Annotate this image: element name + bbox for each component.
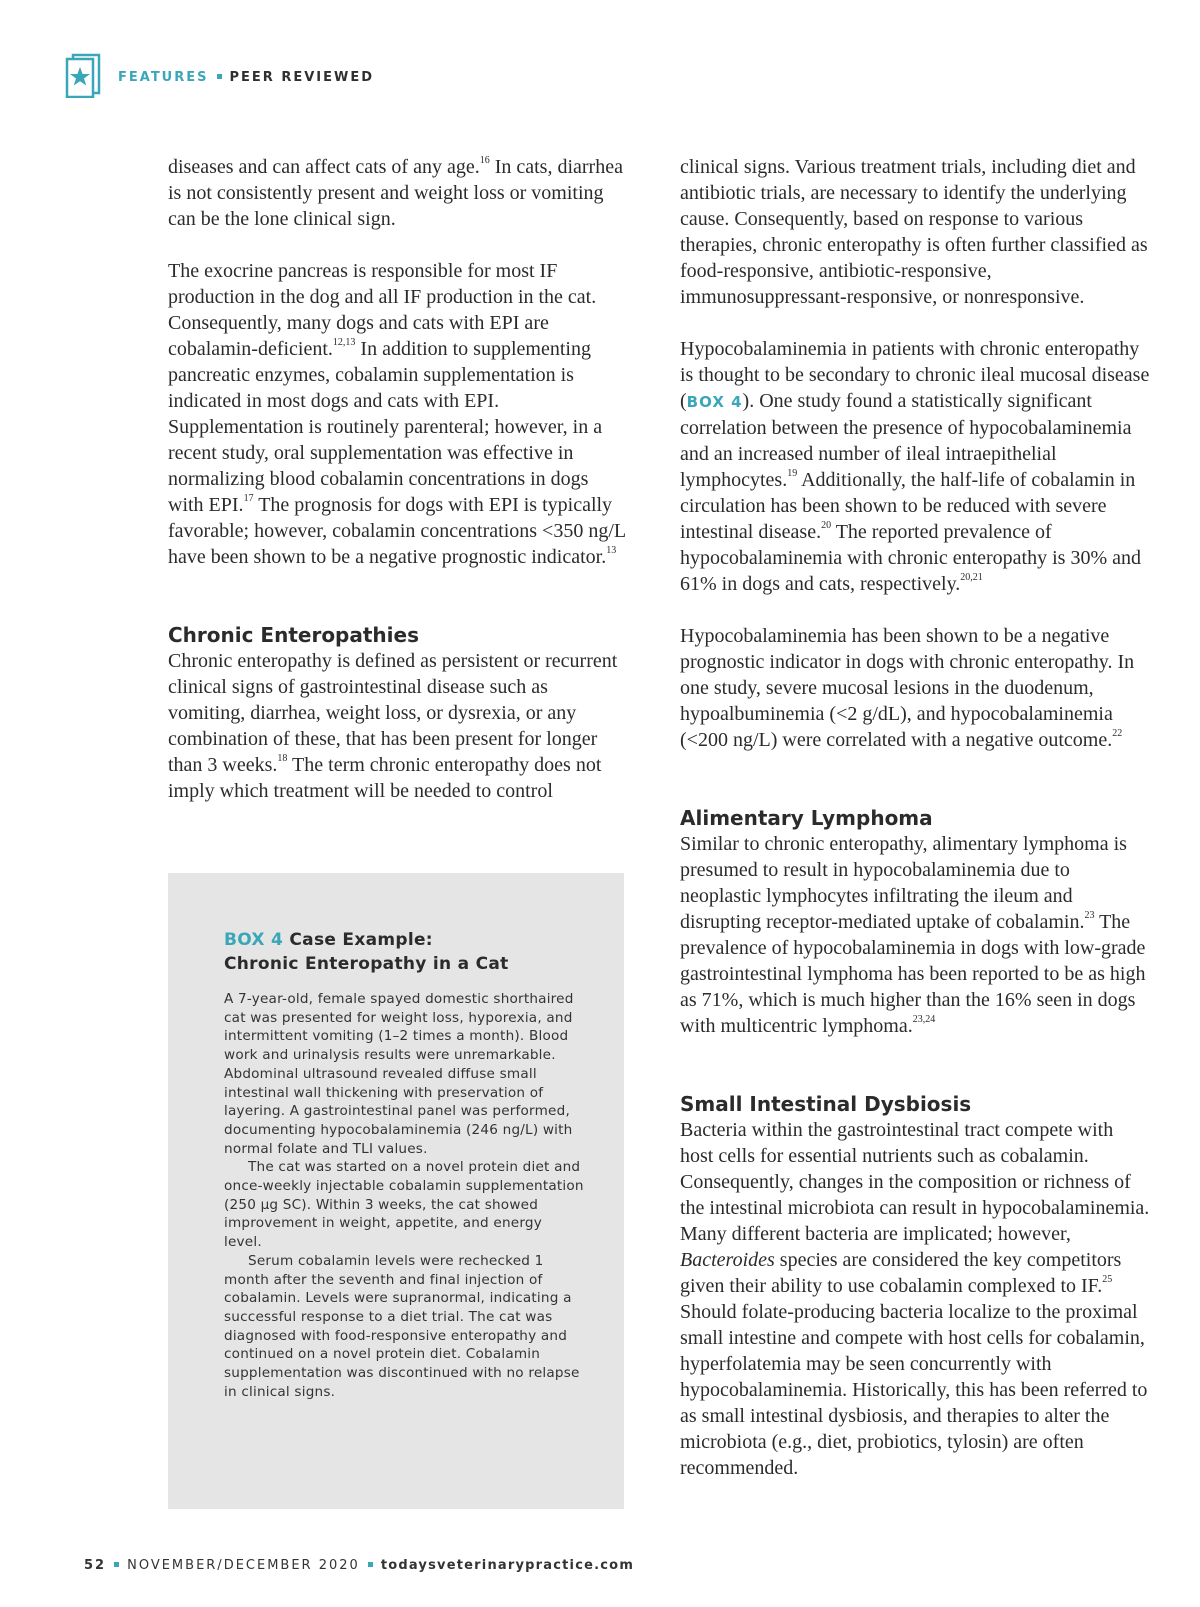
subsection-label: PEER REVIEWED <box>229 69 375 85</box>
text-run: In cats, diarrhea is not consistently present and weight loss or vomiting can be the lone clinical sign. <box>168 156 623 230</box>
paragraph <box>168 258 628 570</box>
text-run: Chronic enteropathy is defined as persistent or recurrent clinical signs of gastrointestinal disease such as vomiting, diarrhea, weight loss, or dysrexia, or any combination of these, that has been present for longer than 3 weeks. <box>168 650 618 776</box>
text-run: Hypocobalaminemia in patients with chronic enteropathy is thought to be secondary to chronic ileal mucosal disease ( <box>680 338 1150 412</box>
website-link[interactable]: todaysveterinarypractice.com <box>380 1558 635 1573</box>
text-run: Should folate-producing bacteria localize to the proximal small intestine and compete with host cells for cobalamin, hyperfolatemia may be seen concurrently with hypocobalaminemia. Historically, this has been referred to as small intestinal dysbiosis, and therapies to alter the microbiota (e.g., diet, probiotics, tylosin) are often recommended. <box>680 1301 1148 1479</box>
text-run: Similar to chronic enteropathy, alimentary lymphoma is presumed to result in hypocobalaminemia due to neoplastic lymphocytes infiltrating the ileum and disrupting receptor-mediated uptake of cobalamin. <box>680 833 1127 933</box>
text-run: Hypocobalaminemia has been shown to be a negative prognostic indicator in dogs with chronic enteropathy. In one study, severe mucosal lesions in the duodenum, hypoalbuminemia (<2 g/dL), and hypocobalaminemia (<200 ng/L) were correlated with a negative outcome. <box>680 625 1135 751</box>
text-run: The prevalence of hypocobalaminemia in dogs with low-grade gastrointestinal lymphoma has been reported to be as high as 71%, which is much higher than the 16% seen in dogs with multicentric lymphoma. <box>680 911 1146 1037</box>
citation-superscript: 23 <box>1084 910 1095 922</box>
right-column <box>680 154 1150 1481</box>
citation-superscript: 13 <box>606 545 617 557</box>
section-heading: Small Intestinal Dysbiosis <box>680 1092 972 1116</box>
paragraph <box>680 154 1150 310</box>
box-title <box>224 928 604 976</box>
text-run: In addition to supplementing pancreatic enzymes, cobalamin supplementation is indicated in most dogs and cats with EPI. Supplementation is routinely parenteral; however, in a recent study, oral supplementation was effective in normalizing blood cobalamin concentrations in dogs with EPI. <box>168 338 603 516</box>
separator-square <box>217 74 222 79</box>
citation-superscript: 22 <box>1112 728 1123 740</box>
italic-term: Bacteroides <box>680 1249 775 1271</box>
box-reference: BOX 4 <box>686 393 743 411</box>
separator-square <box>368 1562 373 1567</box>
paragraph <box>168 648 628 804</box>
box-title-text: Case Example: <box>283 930 433 950</box>
citation-superscript: 16 <box>479 155 490 167</box>
paragraph <box>680 1117 1150 1481</box>
box-paragraph: Serum cobalamin levels were rechecked 1 month after the seventh and final injection of cobalamin. Levels were supranormal, indicating a successful response to a diet trial. The cat was diagnosed with food-responsive enteropathy and continued on a novel protein diet. Cobalamin supplementation was discontinued with no relapse in clinical signs. <box>224 1252 580 1400</box>
citation-superscript: 19 <box>787 468 798 480</box>
text-run: The exocrine pancreas is responsible for most IF production in the dog and all IF production in the cat. Consequently, many dogs and cats with EPI are cobalamin-deficient. <box>168 260 597 360</box>
text-run: diseases and can affect cats of any age. <box>168 156 480 178</box>
paragraph <box>168 154 628 232</box>
page-number: 52 <box>84 1558 107 1573</box>
issue-date: NOVEMBER/DECEMBER 2020 <box>127 1558 360 1573</box>
citation-superscript: 18 <box>277 753 288 765</box>
text-run: Additionally, the half-life of cobalamin in circulation has been shown to be reduced with severe intestinal disease. <box>680 469 1136 543</box>
text-run: clinical signs. Various treatment trials, including diet and antibiotic trials, are necessary to identify the underlying cause. Consequently, based on response to various therapies, chronic enteropathy is often further classified as food-responsive, antibiotic-responsive, immunosuppressant-responsive, or nonresponsive. <box>680 156 1148 308</box>
section-heading: Alimentary Lymphoma <box>680 806 933 830</box>
book-star-icon <box>64 52 104 98</box>
box-paragraph: A 7-year-old, female spayed domestic shorthaired cat was presented for weight loss, hyporexia, and intermittent vomiting (1–2 times a month). Blood work and urinalysis results were unremarkable. Abdominal ultrasound revealed diffuse small intestinal wall thickening with preservation of layering. A gastrointestinal panel was performed, documenting hypocobalaminemia (246 ng/L) with normal folate and TLI values. <box>224 991 574 1157</box>
section-label: FEATURES <box>118 69 209 85</box>
paragraph <box>680 336 1150 597</box>
citation-superscript: 23,24 <box>912 1014 936 1026</box>
citation-superscript: 20 <box>821 520 832 532</box>
separator-square <box>114 1562 119 1567</box>
citation-superscript: 12,13 <box>332 337 356 349</box>
sidebar-box <box>168 873 624 1509</box>
citation-superscript: 25 <box>1102 1274 1113 1286</box>
citation-superscript: 17 <box>243 493 254 505</box>
text-run: The term chronic enteropathy does not imply which treatment will be needed to control <box>168 754 602 802</box>
text-run: species are considered the key competitors given their ability to use cobalamin complexed to IF. <box>680 1249 1122 1297</box>
section-heading: Chronic Enteropathies <box>168 623 419 647</box>
page-footer <box>84 1558 634 1573</box>
page-header <box>64 50 374 100</box>
box-body <box>224 990 584 1401</box>
left-column <box>168 154 628 804</box>
citation-superscript: 20,21 <box>960 572 983 584</box>
text-run: The prognosis for dogs with EPI is typically favorable; however, cobalamin concentrations <350 ng/L have been shown to be a negative prognostic indicator. <box>168 494 626 568</box>
box-title-line2: Chronic Enteropathy in a Cat <box>224 954 509 974</box>
text-run: The reported prevalence of hypocobalaminemia with chronic enteropathy is 30% and 61% in dogs and cats, respectively. <box>680 521 1141 595</box>
box-paragraph: The cat was started on a novel protein diet and once-weekly injectable cobalamin supplementation (250 µg SC). Within 3 weeks, the cat showed improvement in weight, appetite, and energy level. <box>224 1159 584 1251</box>
paragraph <box>680 831 1150 1039</box>
text-run: ). One study found a statistically significant correlation between the presence of hypocobalaminemia and an increased number of ileal intraepithelial lymphocytes. <box>680 390 1132 491</box>
paragraph <box>680 623 1150 753</box>
text-run: Bacteria within the gastrointestinal tract compete with host cells for essential nutrients such as cobalamin. Consequently, changes in the composition or richness of the intestinal microbiota can result in hypocobalaminemia. Many different bacteria are implicated; however, <box>680 1119 1150 1245</box>
box-label: BOX 4 <box>224 930 284 950</box>
